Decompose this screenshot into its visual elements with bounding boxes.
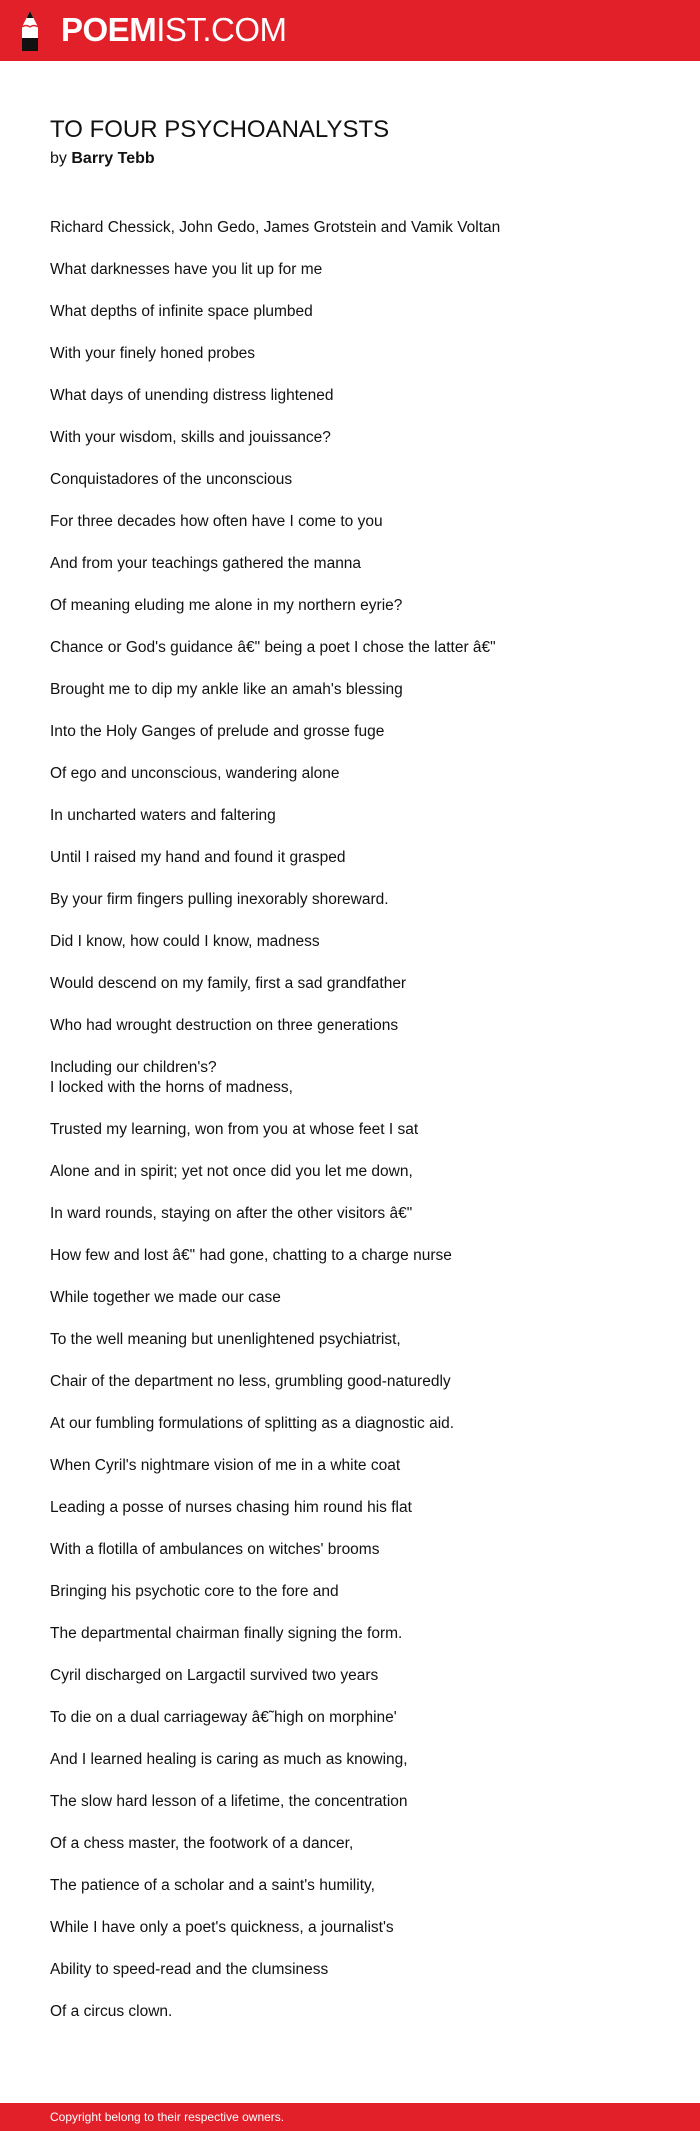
poem-stanza (50, 1288, 660, 1308)
poem-line: And I learned healing is caring as much as knowing, (50, 1751, 408, 1768)
poem-stanza (50, 428, 660, 448)
poem-line: The patience of a scholar and a saint's humility, (50, 1877, 375, 1894)
poem-stanza (50, 764, 660, 784)
author-name: Barry Tebb (71, 150, 155, 167)
poem-line: Richard Chessick, John Gedo, James Grotstein and Vamik Voltan (50, 219, 501, 236)
pencil-tip-icon[interactable] (17, 10, 43, 52)
poem-stanza (50, 1498, 660, 1518)
poem-title: TO FOUR PSYCHOANALYSTS (50, 116, 390, 143)
poem-stanza (50, 1372, 660, 1392)
poem-stanza (50, 1960, 660, 1980)
poem-stanza (50, 1414, 660, 1434)
poem-stanza (50, 722, 660, 742)
poem-line: Of a chess master, the footwork of a dancer, (50, 1835, 354, 1852)
poem-line: Of meaning eluding me alone in my northern eyrie? (50, 597, 403, 614)
poem-stanza (50, 1330, 660, 1350)
poem-line: Bringing his psychotic core to the fore and (50, 1583, 339, 1600)
byline (50, 149, 389, 169)
site-header (0, 0, 700, 61)
poem-line: Cyril discharged on Largactil survived two years (50, 1667, 379, 1684)
poem-stanza (50, 260, 660, 280)
poem-stanza (50, 848, 660, 868)
poem-stanza (50, 638, 660, 658)
poem-stanza (50, 386, 660, 406)
poem-line: While I have only a poet's quickness, a journalist's (50, 1919, 394, 1936)
poem-stanza (50, 890, 660, 910)
poem-line: In uncharted waters and faltering (50, 807, 276, 824)
poem-stanza (50, 302, 660, 322)
poem-line: Of a circus clown. (50, 2003, 173, 2020)
poem-stanza (50, 1016, 660, 1036)
poem-line: With your wisdom, skills and jouissance? (50, 429, 331, 446)
poem-stanza (50, 470, 660, 490)
poem-stanza (50, 1120, 660, 1140)
poem-stanza (50, 512, 660, 532)
poem-stanza (50, 1058, 660, 1098)
poem-line: Conquistadores of the unconscious (50, 471, 293, 488)
poem-line: The slow hard lesson of a lifetime, the concentration (50, 1793, 408, 1810)
poem-line: What days of unending distress lightened (50, 387, 334, 404)
poem-line: When Cyril's nightmare vision of me in a white coat (50, 1457, 401, 1474)
poem-line: Of ego and unconscious, wandering alone (50, 765, 340, 782)
brand-bold: POEM (61, 11, 157, 48)
poem-stanza (50, 1918, 660, 1938)
poem-line: At our fumbling formulations of splitting as a diagnostic aid. (50, 1415, 455, 1432)
poem-line: The departmental chairman finally signing the form. (50, 1625, 403, 1642)
poem-line: How few and lost â€" had gone, chatting to a charge nurse (50, 1247, 452, 1264)
poem-line: Brought me to dip my ankle like an amah's blessing (50, 681, 403, 698)
poem-stanza (50, 1162, 660, 1182)
poem-line: With a flotilla of ambulances on witches' brooms (50, 1541, 380, 1558)
poem-stanza (50, 554, 660, 574)
poem-line: Who had wrought destruction on three generations (50, 1017, 399, 1034)
poem-stanza (50, 1624, 660, 1644)
poem-line: For three decades how often have I come to you (50, 513, 383, 530)
poem-stanza (50, 1666, 660, 1686)
poem-line: To die on a dual carriageway â€˜high on morphine' (50, 1709, 397, 1726)
poem-stanza (50, 1708, 660, 1728)
poem-line: Ability to speed-read and the clumsiness (50, 1961, 329, 1978)
poem-line: What darknesses have you lit up for me (50, 261, 323, 278)
poem-stanza (50, 218, 660, 238)
poem-stanza (50, 344, 660, 364)
brand-light: IST.COM (156, 11, 287, 48)
poem-line: Alone and in spirit; yet not once did you let me down, (50, 1163, 413, 1180)
poem-line: I locked with the horns of madness, (50, 1079, 293, 1096)
poem-stanza (50, 1456, 660, 1476)
poem-line: Leading a posse of nurses chasing him round his flat (50, 1499, 412, 1516)
poem-stanza (50, 1246, 660, 1266)
site-logo[interactable] (61, 10, 287, 50)
poem-line: In ward rounds, staying on after the other visitors â€" (50, 1205, 413, 1222)
by-label: by (50, 150, 67, 167)
poem-heading (50, 116, 389, 169)
poem-line: Would descend on my family, first a sad grandfather (50, 975, 407, 992)
copyright-text: Copyright belong to their respective owners. (50, 2110, 285, 2124)
poem-stanza (50, 806, 660, 826)
poem-line: Into the Holy Ganges of prelude and grosse fuge (50, 723, 385, 740)
poem-stanza (50, 2002, 660, 2022)
poem-stanza (50, 680, 660, 700)
poem-line: Until I raised my hand and found it grasped (50, 849, 346, 866)
poem-line: By your firm fingers pulling inexorably shoreward. (50, 891, 389, 908)
poem-line: Chance or God's guidance â€" being a poet I chose the latter â€" (50, 639, 496, 656)
site-footer (0, 2103, 700, 2131)
poem-stanza (50, 1750, 660, 1770)
poem-line: While together we made our case (50, 1289, 281, 1306)
poem-stanza (50, 932, 660, 952)
poem-stanza (50, 1582, 660, 1602)
poem-stanza (50, 1540, 660, 1560)
poem-stanza (50, 974, 660, 994)
poem-stanza (50, 1204, 660, 1224)
poem-line: Including our children's? (50, 1059, 217, 1076)
poem-line: Chair of the department no less, grumbling good-naturedly (50, 1373, 451, 1390)
poem-line: Trusted my learning, won from you at whose feet I sat (50, 1121, 419, 1138)
poem-stanza (50, 596, 660, 616)
poem-line: And from your teachings gathered the manna (50, 555, 362, 572)
poem-body (50, 218, 660, 2044)
poem-stanza (50, 1876, 660, 1896)
poem-line: With your finely honed probes (50, 345, 256, 362)
poem-line: Did I know, how could I know, madness (50, 933, 320, 950)
poem-line: What depths of infinite space plumbed (50, 303, 313, 320)
poem-stanza (50, 1792, 660, 1812)
poem-stanza (50, 1834, 660, 1854)
poem-line: To the well meaning but unenlightened psychiatrist, (50, 1331, 401, 1348)
